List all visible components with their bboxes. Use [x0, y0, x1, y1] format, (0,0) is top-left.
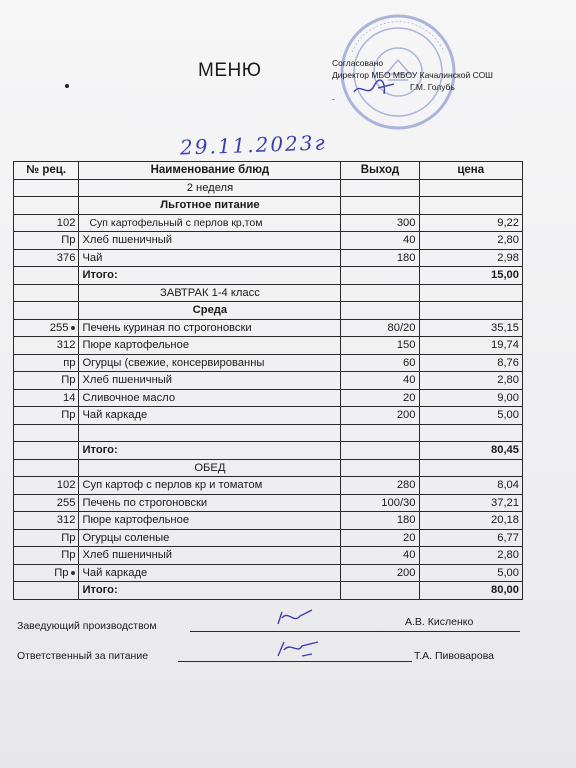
cell-price-text: 8,04 — [497, 479, 519, 492]
approval-line-3: Г.М. Голубь — [410, 82, 455, 92]
cell-price-text: 8,76 — [497, 356, 519, 369]
table-row — [14, 477, 523, 495]
cell-portion — [341, 337, 419, 355]
cell-price — [419, 547, 523, 565]
cell-portion-text: 200 — [396, 566, 416, 579]
table-row — [14, 547, 523, 565]
cell-dish-name — [79, 407, 341, 425]
cell-dish-name-text: Огурцы соленые — [82, 531, 170, 544]
cell-portion — [341, 389, 419, 407]
cell-portion — [341, 477, 419, 495]
table-row — [14, 197, 523, 215]
cell-portion — [341, 179, 419, 197]
cell-price — [419, 197, 523, 215]
cell-dish-name — [79, 372, 341, 390]
cell-dish-name-text: Чай каркаде — [82, 409, 148, 422]
cell-recipe-no-text: 376 — [56, 251, 76, 264]
cell-price — [419, 337, 523, 355]
cell-portion — [341, 372, 419, 390]
menu-date: 29.11.2023г — [179, 130, 327, 160]
menu-table — [13, 161, 523, 600]
cell-portion-text: 40 — [403, 234, 416, 247]
cell-price — [419, 319, 523, 337]
cell-portion — [341, 249, 419, 267]
cell-recipe-no-text: 312 — [56, 339, 76, 352]
cell-portion-text: 20 — [403, 391, 416, 404]
cell-total-price-text: 80,00 — [491, 584, 519, 597]
cell-price — [419, 564, 523, 582]
cell-section-title-text: ЗАВТРАК 1-4 класс — [160, 286, 260, 299]
cell-portion — [341, 512, 419, 530]
cell-recipe-no — [14, 249, 79, 267]
cell-portion-text: 180 — [396, 514, 416, 527]
cell-dish-name — [79, 424, 341, 442]
cell-dish-name-text: Хлеб пшеничный — [82, 374, 173, 387]
cell-dish-name-text: Печень по строгоновски — [82, 496, 208, 509]
cell-dish-name — [79, 494, 341, 512]
cell-total-label — [79, 267, 341, 285]
cell-recipe-no — [14, 354, 79, 372]
cell-total-price — [419, 267, 523, 285]
cell-recipe-no-text: 255 — [56, 496, 76, 509]
cell-price-text: 9,22 — [497, 216, 519, 229]
cell-recipe-no — [14, 267, 79, 285]
cell-dish-name — [79, 564, 341, 582]
cell-portion — [341, 354, 419, 372]
cell-recipe-no-text: Пр — [54, 566, 69, 579]
cell-portion-text: 180 — [396, 251, 416, 264]
cell-section-title — [79, 302, 341, 320]
cell-price-text: 2,80 — [497, 374, 519, 387]
cell-section-title-text: ОБЕД — [194, 461, 226, 474]
table-row — [14, 582, 523, 600]
cell-total-price-text: 15,00 — [491, 269, 519, 282]
cell-recipe-no-text: 102 — [56, 216, 76, 229]
cell-portion — [341, 424, 419, 442]
cell-section-title — [79, 197, 341, 215]
cell-dish-name — [79, 214, 341, 232]
cell-dish-name — [79, 249, 341, 267]
responsible-signature — [272, 636, 328, 664]
cell-dish-name-text: Чай каркаде — [82, 566, 148, 579]
cell-price — [419, 494, 523, 512]
table-row — [14, 442, 523, 460]
cell-portion-text: 200 — [396, 409, 416, 422]
cell-recipe-no — [14, 407, 79, 425]
cell-recipe-no-text: 312 — [56, 514, 76, 527]
cell-total-label — [79, 582, 341, 600]
cell-recipe-no-text: пр — [63, 356, 76, 369]
cell-price-text: 6,77 — [497, 531, 519, 544]
table-row — [14, 494, 523, 512]
cell-portion — [341, 564, 419, 582]
cell-price — [419, 354, 523, 372]
cell-dish-name — [79, 354, 341, 372]
cell-price — [419, 302, 523, 320]
cell-section-title — [79, 284, 341, 302]
cell-dish-name-text: Пюре картофельное — [82, 339, 190, 352]
head-of-production-name: А.В. Кисленко — [405, 616, 474, 628]
cell-portion-text: 100/30 — [381, 496, 416, 509]
cell-portion-text: 60 — [403, 356, 416, 369]
cell-section-title-text: Среда — [192, 304, 228, 317]
cell-dish-name-text: Сливочное масло — [82, 391, 176, 404]
cell-portion — [341, 459, 419, 477]
cell-total-price — [419, 582, 523, 600]
table-row — [14, 564, 523, 582]
cell-recipe-no-text: Пр — [61, 531, 76, 544]
header-dish-name: Наименование блюд — [79, 162, 341, 180]
cell-portion-text: 150 — [396, 339, 416, 352]
cell-dish-name-text: Суп картофельный с перлов кр,том — [89, 216, 263, 229]
cell-recipe-no — [14, 547, 79, 565]
cell-section-title-text: Льготное питание — [160, 199, 260, 212]
cell-recipe-no — [14, 389, 79, 407]
cell-recipe-no — [14, 319, 79, 337]
cell-recipe-no-text: 255 — [49, 321, 69, 334]
header-price: цена — [419, 162, 523, 180]
ink-mark-icon — [71, 326, 75, 330]
head-of-production-label: Заведующий производством — [17, 620, 157, 632]
table-row — [14, 302, 523, 320]
cell-price-text: 35,15 — [491, 321, 519, 334]
cell-recipe-no — [14, 582, 79, 600]
cell-price-text: 2,98 — [497, 251, 519, 264]
approval-line-4: - — [332, 94, 335, 104]
responsible-name: Т.А. Пивоварова — [414, 650, 494, 662]
cell-recipe-no-text: Пр — [61, 234, 76, 247]
cell-portion-text: 20 — [403, 531, 416, 544]
cell-recipe-no — [14, 424, 79, 442]
table-row — [14, 529, 523, 547]
director-signature — [350, 78, 400, 100]
cell-price — [419, 529, 523, 547]
cell-portion-text: 80/20 — [387, 321, 416, 334]
cell-section-title — [79, 179, 341, 197]
cell-portion — [341, 582, 419, 600]
cell-recipe-no — [14, 494, 79, 512]
cell-recipe-no — [14, 564, 79, 582]
table-row — [14, 319, 523, 337]
table-header-row — [14, 162, 523, 180]
cell-recipe-no — [14, 512, 79, 530]
cell-dish-name — [79, 389, 341, 407]
cell-total-price-text: 80,45 — [491, 444, 519, 457]
cell-price — [419, 232, 523, 250]
cell-dish-name — [79, 547, 341, 565]
table-row — [14, 179, 523, 197]
cell-price-text: 2,80 — [497, 549, 519, 562]
cell-portion — [341, 214, 419, 232]
table-row — [14, 389, 523, 407]
header-recipe-no: № рец. — [14, 162, 79, 180]
ink-mark-icon — [71, 571, 75, 575]
cell-dish-name — [79, 232, 341, 250]
cell-price — [419, 424, 523, 442]
cell-price — [419, 249, 523, 267]
cell-dish-name-text: Пюре картофельное — [82, 514, 190, 527]
cell-dish-name — [79, 319, 341, 337]
cell-recipe-no — [14, 179, 79, 197]
cell-dish-name-text: Суп картоф с перлов кр и томатом — [82, 479, 263, 492]
cell-dish-name — [79, 337, 341, 355]
header-portion: Выход — [341, 162, 419, 180]
cell-total-label — [79, 442, 341, 460]
cell-price-text: 37,21 — [491, 496, 519, 509]
cell-recipe-no — [14, 477, 79, 495]
cell-portion — [341, 284, 419, 302]
cell-recipe-no — [14, 337, 79, 355]
cell-recipe-no-text: Пр — [61, 549, 76, 562]
cell-total-price — [419, 442, 523, 460]
cell-dish-name-text: Чай — [82, 251, 103, 264]
cell-price-text: 2,80 — [497, 234, 519, 247]
cell-price-text: 19,74 — [491, 339, 519, 352]
cell-recipe-no-text: Пр — [61, 409, 76, 422]
cell-price — [419, 477, 523, 495]
cell-recipe-no — [14, 529, 79, 547]
table-row — [14, 284, 523, 302]
cell-section-title-text: 2 неделя — [186, 181, 234, 194]
cell-price — [419, 459, 523, 477]
table-row — [14, 459, 523, 477]
table-row — [14, 267, 523, 285]
responsible-label: Ответственный за питание — [17, 650, 149, 662]
cell-portion — [341, 197, 419, 215]
table-row — [14, 407, 523, 425]
cell-price-text: 9,00 — [497, 391, 519, 404]
cell-portion — [341, 319, 419, 337]
cell-portion — [341, 407, 419, 425]
head-signature — [272, 606, 322, 632]
cell-portion — [341, 302, 419, 320]
cell-recipe-no — [14, 302, 79, 320]
cell-portion-text: 300 — [396, 216, 416, 229]
cell-portion-text: 40 — [403, 374, 416, 387]
cell-recipe-no-text: Пр — [61, 374, 76, 387]
cell-total-label-text: Итого: — [82, 584, 118, 597]
cell-portion — [341, 442, 419, 460]
cell-portion — [341, 494, 419, 512]
cell-recipe-no — [14, 232, 79, 250]
table-row — [14, 249, 523, 267]
cell-recipe-no — [14, 284, 79, 302]
cell-price — [419, 179, 523, 197]
cell-price — [419, 214, 523, 232]
cell-portion — [341, 267, 419, 285]
cell-portion-text: 280 — [396, 479, 416, 492]
table-row — [14, 372, 523, 390]
ink-dot — [65, 84, 69, 88]
cell-dish-name-text: Огурцы (свежие, консервированны — [82, 356, 265, 369]
cell-portion — [341, 232, 419, 250]
cell-portion-text: 40 — [403, 549, 416, 562]
cell-price-text: 5,00 — [497, 566, 519, 579]
cell-recipe-no — [14, 442, 79, 460]
cell-recipe-no — [14, 459, 79, 477]
cell-price — [419, 372, 523, 390]
cell-total-label-text: Итого: — [82, 444, 118, 457]
table-row — [14, 512, 523, 530]
cell-price — [419, 512, 523, 530]
cell-portion — [341, 529, 419, 547]
cell-price — [419, 389, 523, 407]
table-row — [14, 424, 523, 442]
page-title: МЕНЮ — [198, 60, 262, 81]
table-row — [14, 214, 523, 232]
cell-recipe-no — [14, 214, 79, 232]
cell-price — [419, 407, 523, 425]
cell-price-text: 5,00 — [497, 409, 519, 422]
cell-portion — [341, 547, 419, 565]
cell-recipe-no — [14, 197, 79, 215]
approval-line-2: Директор МБО МБОУ Качалинской СОШ — [332, 70, 493, 80]
table-row — [14, 337, 523, 355]
table-row — [14, 232, 523, 250]
cell-dish-name — [79, 477, 341, 495]
cell-price-text: 20,18 — [491, 514, 519, 527]
cell-total-label-text: Итого: — [82, 269, 118, 282]
cell-section-title — [79, 459, 341, 477]
approval-line-1: Согласовано — [332, 58, 384, 68]
cell-price — [419, 284, 523, 302]
cell-dish-name-text: Печень куриная по строгоновски — [82, 321, 252, 334]
cell-recipe-no-text: 102 — [56, 479, 76, 492]
cell-recipe-no — [14, 372, 79, 390]
cell-dish-name-text: Хлеб пшеничный — [82, 234, 173, 247]
table-row — [14, 354, 523, 372]
cell-dish-name — [79, 512, 341, 530]
cell-recipe-no-text: 14 — [63, 391, 76, 404]
cell-dish-name-text: Хлеб пшеничный — [82, 549, 173, 562]
head-signature-line — [190, 631, 520, 632]
cell-dish-name — [79, 529, 341, 547]
